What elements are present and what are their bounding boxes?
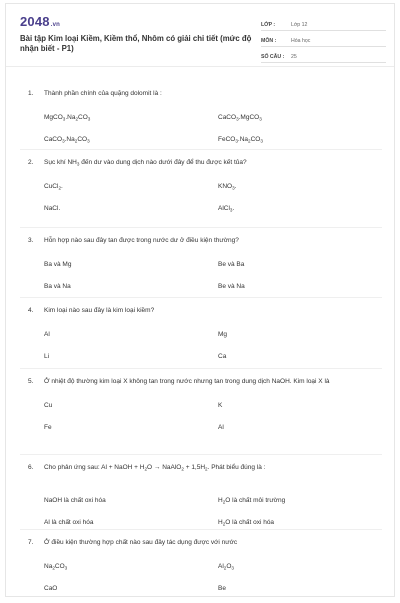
question-stem bbox=[28, 306, 368, 315]
question-number: 6. bbox=[28, 464, 34, 471]
question-number: 4. bbox=[28, 307, 34, 314]
answer-option[interactable]: CaCO$_3$.MgCO$_3$ bbox=[218, 114, 262, 122]
answer-option[interactable]: $H_2O$ là chất oxi hóa bbox=[218, 519, 275, 527]
answer-option[interactable]: Be bbox=[218, 585, 226, 592]
answer-option[interactable]: NaOH là chất oxi hóa bbox=[44, 497, 106, 504]
answer-option[interactable]: Ca bbox=[218, 353, 227, 360]
answer-option[interactable]: Mg bbox=[218, 331, 228, 338]
question-number: 2. bbox=[28, 159, 34, 166]
meta-row-subject bbox=[261, 34, 386, 47]
worksheet-title: Bài tập Kim loại Kiềm, Kiềm thổ, Nhôm có giải chi tiết (mức độ nhận biết - P1) bbox=[20, 34, 252, 53]
meta-label: MÔN : bbox=[261, 38, 277, 44]
answer-option[interactable]: Li bbox=[44, 353, 50, 360]
question-number: 3. bbox=[28, 237, 34, 244]
question-divider bbox=[20, 529, 382, 530]
answer-option[interactable]: Al là chất oxi hóa bbox=[44, 519, 94, 526]
question-divider bbox=[20, 227, 382, 228]
meta-info bbox=[261, 18, 386, 66]
answer-option[interactable]: NaCl. bbox=[44, 205, 61, 212]
question-divider bbox=[20, 297, 382, 298]
question-text: Sục khí $NH_3$ đến dư vào dung dịch nào dưới đây để thu được kết tủa? bbox=[44, 159, 247, 167]
answer-option[interactable]: Fe bbox=[44, 424, 52, 431]
answer-option[interactable]: Ba và Na bbox=[44, 283, 71, 290]
meta-value: Hóa học bbox=[291, 38, 311, 44]
answer-option[interactable]: Be và Ba bbox=[218, 261, 245, 268]
question-number: 5. bbox=[28, 378, 34, 385]
answer-option[interactable]: $CaCO_3.Na_2CO_3$ bbox=[44, 136, 90, 144]
worksheet bbox=[5, 3, 395, 597]
question-stem bbox=[28, 158, 368, 167]
question-stem bbox=[28, 377, 368, 386]
meta-value: Lớp 12 bbox=[291, 22, 308, 28]
logo-suffix: .vn bbox=[50, 22, 61, 28]
question-stem bbox=[28, 89, 368, 98]
question-text: Cho phản ứng sau: Al + NaOH + $H_2O$ → NaAlO$_2$ + $1,5H_2$. Phát biểu đúng là : bbox=[44, 464, 266, 472]
answer-option[interactable]: K bbox=[218, 402, 223, 409]
question-text: Hỗn hợp nào sau đây tan được trong nước dư ở điều kiện thường? bbox=[44, 237, 239, 244]
question-text: Kim loại nào sau đây là kim loại kiềm? bbox=[44, 307, 155, 314]
site-logo[interactable] bbox=[20, 14, 60, 29]
meta-label: SỐ CÂU : bbox=[261, 54, 285, 60]
question-number: 7. bbox=[28, 539, 34, 546]
answer-option[interactable]: Al bbox=[44, 331, 50, 338]
question-stem bbox=[28, 236, 368, 245]
question-number: 1. bbox=[28, 90, 34, 97]
meta-value: 25 bbox=[291, 54, 297, 60]
answer-option[interactable]: Al bbox=[218, 424, 224, 431]
answer-option[interactable]: Cu bbox=[44, 402, 53, 409]
answer-option[interactable]: $Al_2O_3$ bbox=[218, 563, 234, 571]
question-text: Ở điều kiện thường hợp chất nào sau đây tác dụng được với nước bbox=[44, 539, 238, 546]
question-stem bbox=[28, 463, 368, 472]
worksheet-header bbox=[6, 4, 394, 67]
question-divider bbox=[20, 454, 382, 455]
answer-option[interactable]: $FeCO_3.Na_2CO_3$ bbox=[218, 136, 263, 144]
question-divider bbox=[20, 149, 382, 150]
answer-option[interactable]: CaO bbox=[44, 585, 58, 592]
answer-option[interactable]: Be và Na bbox=[218, 283, 245, 290]
answer-option[interactable]: $Na_2CO_3$ bbox=[44, 563, 68, 571]
answer-option[interactable]: $MgCO_3.Na_2CO_3$ bbox=[44, 114, 91, 122]
answer-option[interactable]: CuCl$_2$. bbox=[44, 183, 63, 191]
answer-option[interactable]: $KNO_3$. bbox=[218, 183, 237, 191]
answer-option[interactable]: $H_2O$ là chất môi trường bbox=[218, 497, 286, 505]
question-divider bbox=[20, 368, 382, 369]
logo-main: 2048 bbox=[20, 14, 50, 29]
answer-option[interactable]: AlCl$_3$. bbox=[218, 205, 235, 213]
answer-option[interactable]: Ba và Mg bbox=[44, 261, 72, 268]
meta-row-class bbox=[261, 18, 386, 31]
question-stem bbox=[28, 538, 368, 547]
meta-row-count bbox=[261, 50, 386, 63]
meta-label: LỚP : bbox=[261, 22, 276, 28]
question-text: Thành phần chính của quặng dolomit là : bbox=[44, 90, 162, 97]
question-text: Ở nhiệt độ thường kim loại X không tan trong nước nhưng tan trong dung dịch NaOH. Kim loại X là bbox=[44, 378, 330, 385]
